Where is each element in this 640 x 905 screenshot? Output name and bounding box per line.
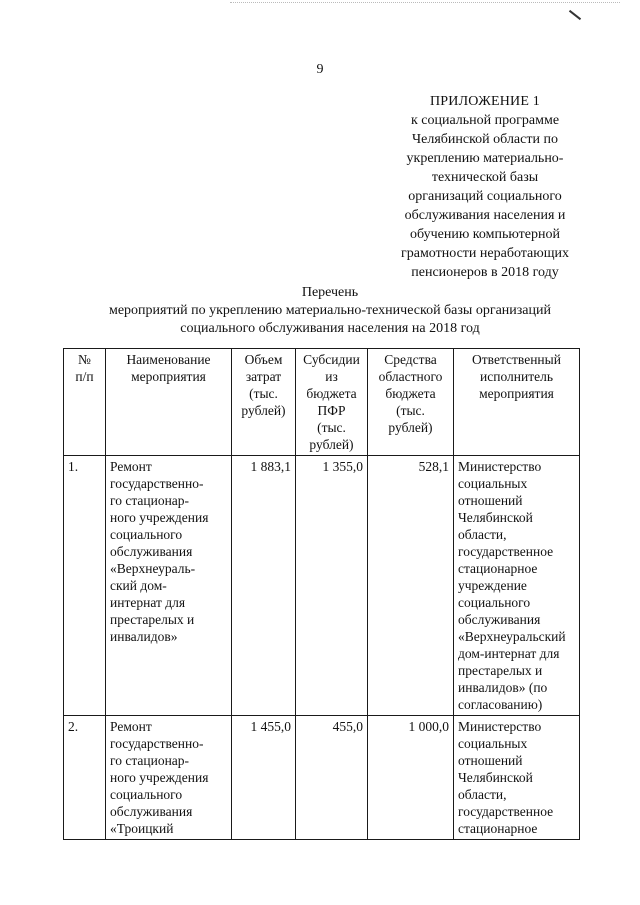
header-pfr: Субсидии из бюджета ПФР (тыс. рублей) bbox=[296, 349, 368, 456]
title-line: мероприятий по укреплению материально-технической базы организаций bbox=[108, 303, 551, 318]
cell-pfr: 455,0 bbox=[296, 716, 368, 840]
title-line: Перечень bbox=[301, 285, 359, 300]
appendix-line: организаций социального bbox=[408, 189, 562, 204]
cell-executor: Министерство социальных отношений Челябинской области, государственное стационарное учреждение социального обслуживания «Верхнеуральский дом-интернат для престарелых и инвалидов» (по согласованию) bbox=[454, 456, 580, 716]
appendix-line: пенсионеров в 2018 году bbox=[411, 265, 559, 280]
appendix-line: обучению компьютерной bbox=[410, 227, 560, 242]
cell-executor: Министерство социальных отношений Челябинской области, государственное стационарное bbox=[454, 716, 580, 840]
scan-mark bbox=[569, 10, 581, 20]
scan-artifact bbox=[230, 2, 620, 9]
cell-cost: 1 883,1 bbox=[232, 456, 296, 716]
cell-regional: 1 000,0 bbox=[368, 716, 454, 840]
table-row bbox=[64, 456, 580, 716]
appendix-line: Челябинской области по bbox=[412, 132, 558, 147]
cell-cost: 1 455,0 bbox=[232, 716, 296, 840]
cell-num: 1. bbox=[64, 456, 106, 716]
cell-regional: 528,1 bbox=[368, 456, 454, 716]
header-cost: Объем затрат (тыс. рублей) bbox=[232, 349, 296, 456]
header-regional: Средства областного бюджета (тыс. рублей) bbox=[368, 349, 454, 456]
document-title bbox=[60, 284, 600, 338]
cell-num: 2. bbox=[64, 716, 106, 840]
header-executor: Ответственный исполнитель мероприятия bbox=[454, 349, 580, 456]
header-num: № п/п bbox=[64, 349, 106, 456]
appendix-line: обслуживания населения и bbox=[404, 208, 566, 223]
measures-table bbox=[63, 348, 580, 840]
header-name: Наименование мероприятия bbox=[106, 349, 232, 456]
appendix-line: грамотности неработающих bbox=[400, 246, 569, 261]
table-header-row bbox=[64, 349, 580, 456]
cell-name: Ремонт государственно- го стационар- ного учреждения социального обслуживания «Троицкий bbox=[106, 716, 232, 840]
cell-name: Ремонт государственно- го стационар- ного учреждения социального обслуживания «Верхнеураль- ский дом- интернат для престарелых и инвалидов» bbox=[106, 456, 232, 716]
table-row bbox=[64, 716, 580, 840]
appendix-block bbox=[385, 92, 585, 282]
title-line: социального обслуживания населения на 2018 год bbox=[180, 321, 480, 336]
appendix-title: ПРИЛОЖЕНИЕ 1 bbox=[429, 94, 541, 109]
appendix-line: к социальной программе bbox=[410, 113, 560, 128]
cell-pfr: 1 355,0 bbox=[296, 456, 368, 716]
appendix-line: укреплению материально- bbox=[406, 151, 564, 166]
page-number: 9 bbox=[316, 62, 324, 77]
appendix-line: технической базы bbox=[431, 170, 539, 185]
